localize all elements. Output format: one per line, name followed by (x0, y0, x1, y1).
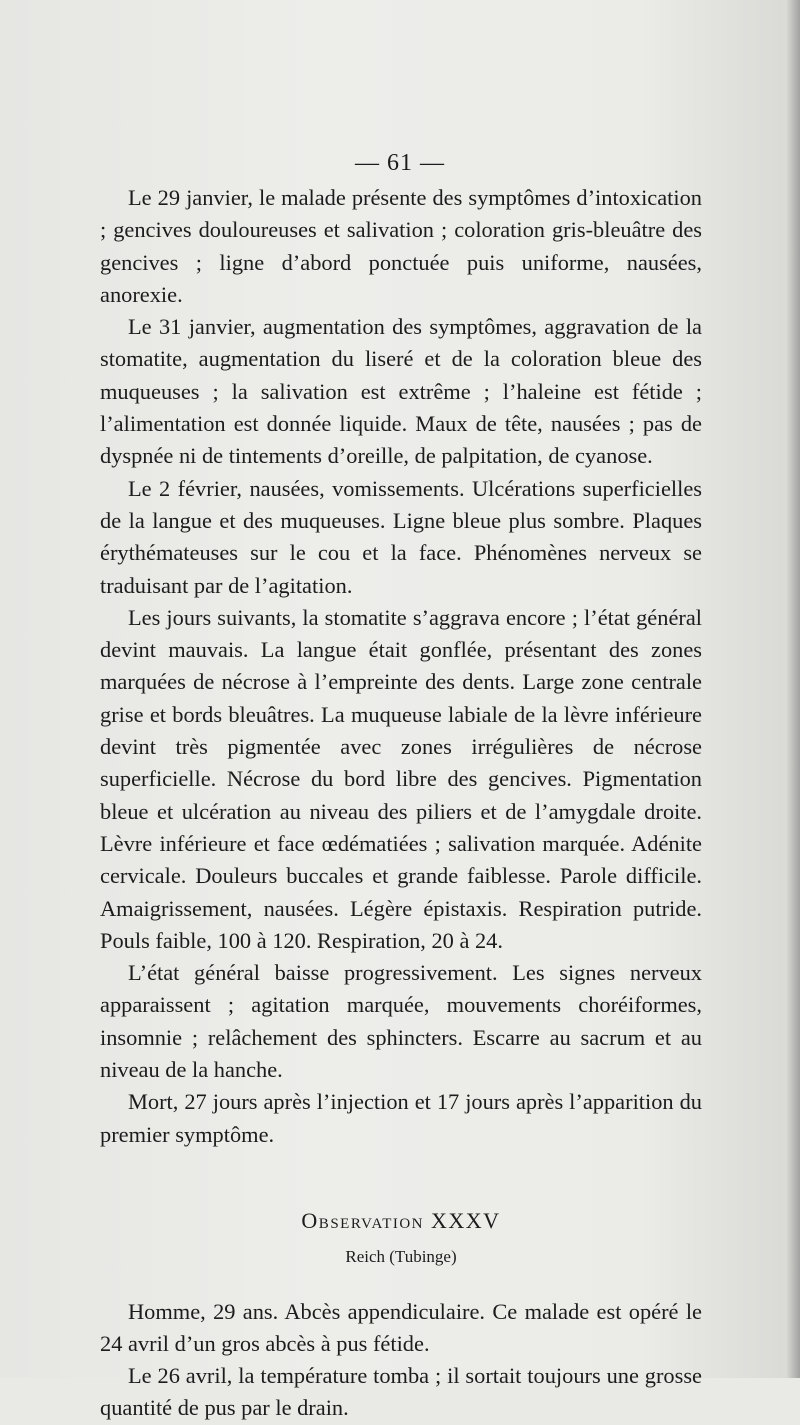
paragraph-patient-intro: Homme, 29 ans. Abcès appendiculaire. Ce malade est opéré le 24 avril d’un gros abcès à pus fétide. (100, 1298, 702, 1356)
paragraph-general-state: L’état général baisse progressivement. Les signes nerveux apparaissent ; agitation marquée, mouvements choréiformes, insomnie ; relâchement des sphincters. Escarre au sacrum et au niveau de la hanche. (100, 960, 702, 1083)
paragraph-following-days: Les jours suivants, la stomatite s’aggrava encore ; l’état général devint mauvais. La langue était gonflée, présentant des zones marquées de nécrose à l’empreinte des dents. Large zone centrale grise et bords bleuâtres. La muqueuse labiale de la lèvre inférieure devint très pigmentée avec zones irrégulières de nécrose superficielle. Nécrose du bord libre des gencives. Pigmentation bleue et ulcération au niveau des piliers et de l’amygdale droite. Lèvre inférieure et face œdématiées ; salivation marquée. Adénite cervicale. Douleurs buccales et grande faiblesse. Parole difficile. Amaigrissement, nausées. Légère épistaxis. Respiration putride. Pouls faible, 100 à 120. Respiration, 20 à 24. (100, 604, 702, 953)
body-text (100, 182, 702, 1425)
paragraph-jan-31: Le 31 janvier, augmentation des symptômes, aggravation de la stomatite, augmentation du liseré et de la coloration bleue des muqueuses ; la salivation est extrême ; l’haleine est fétide ; l’alimentation est donnée liquide. Maux de tête, nausées ; pas de dyspnée ni de tintements d’oreille, de palpitation, de cyanose. (100, 314, 702, 469)
paragraph-death: Mort, 27 jours après l’injection et 17 jours après l’apparition du premier symptôme. (100, 1089, 702, 1147)
page-number: — 61 — (355, 150, 445, 176)
paragraph-april-26: Le 26 avril, la température tomba ; il sortait toujours une grosse quantité de pus par le drain. (100, 1363, 702, 1421)
page-edge-shadow (786, 0, 800, 1378)
observation-source: Reich (Tubinge) (345, 1247, 457, 1267)
observation-heading: Observation XXXV (301, 1207, 501, 1233)
paragraph-feb-2: Le 2 février, nausées, vomissements. Ulcérations superficielles de la langue et des muqueuses. Ligne bleue plus sombre. Plaques érythémateuses sur le cou et la face. Phénomènes nerveux se traduisant par de l’agitation. (100, 475, 702, 598)
paragraph-jan-29: Le 29 janvier, le malade présente des symptômes d’intoxication ; gencives douloureuses et salivation ; coloration gris-bleuâtre des gencives ; ligne d’abord ponctuée puis uniforme, nausées, anorexie. (100, 185, 702, 307)
